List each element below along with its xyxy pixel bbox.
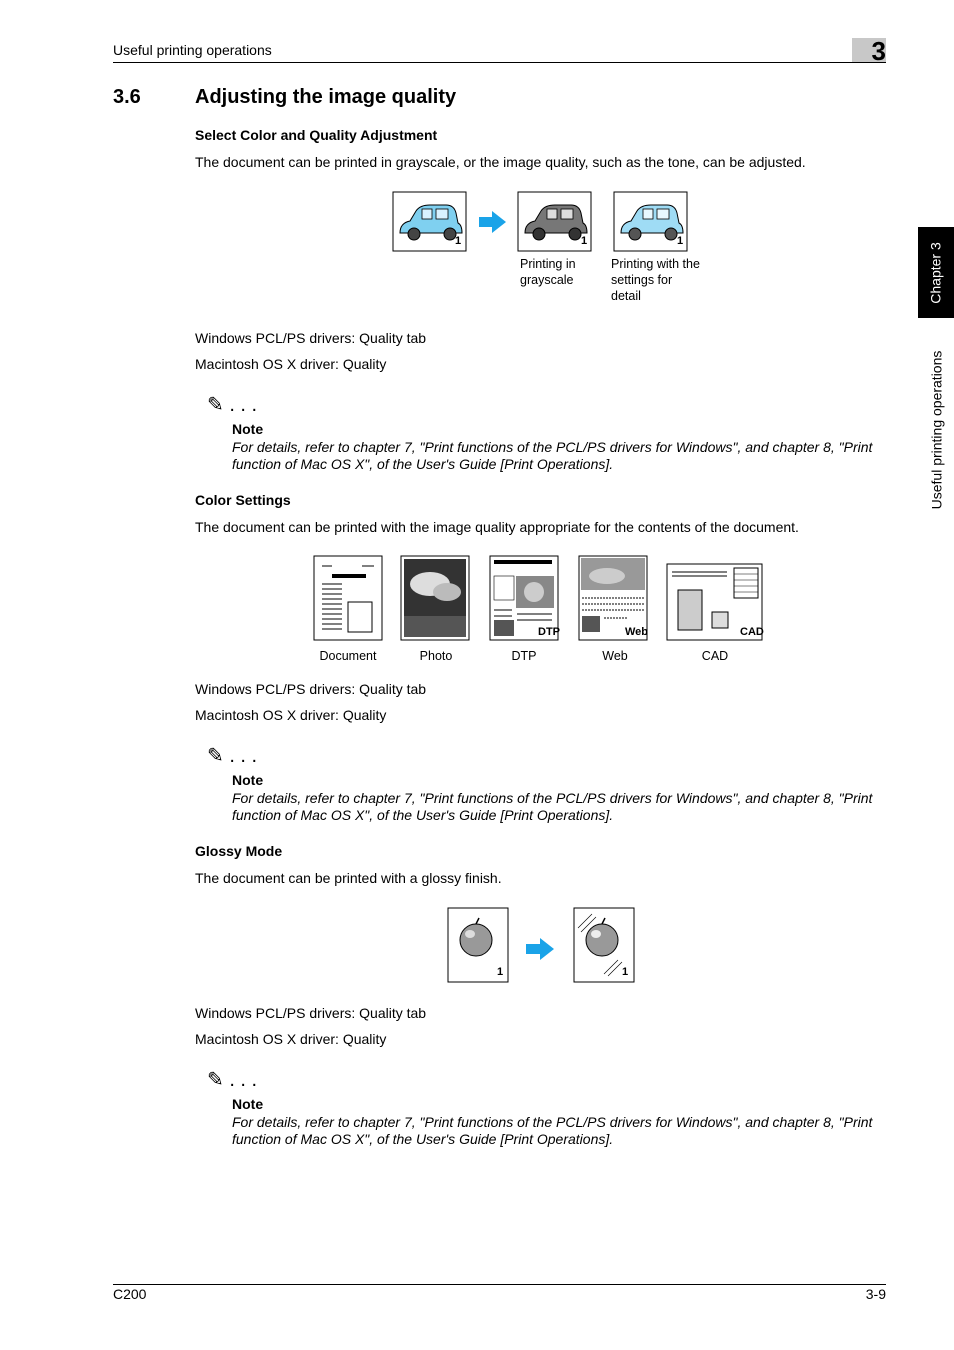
driver-line-mac-2: Macintosh OS X driver: Quality xyxy=(195,707,387,723)
driver-line-windows-3: Windows PCL/PS drivers: Quality tab xyxy=(195,1005,427,1021)
page-mark-5: 1 xyxy=(622,966,629,978)
chapter-number: 3 xyxy=(871,36,886,66)
description-glossy-mode: The document can be printed with a glossy finish. xyxy=(195,870,502,886)
caption-cad: CAD xyxy=(701,649,729,663)
note-pencil-icon: ✎ . . . xyxy=(207,394,258,416)
note-title-3: Note xyxy=(232,1096,264,1112)
page-mark-3: 1 xyxy=(677,235,684,247)
driver-line-mac-3: Macintosh OS X driver: Quality xyxy=(195,1031,387,1047)
caption-web: Web xyxy=(602,649,628,663)
heading-glossy-mode: Glossy Mode xyxy=(195,843,283,859)
note-text-3: For details, refer to chapter 7, "Print functions of the PCL/PS drivers for Windows", and chapter 8, "Print function of Mac OS X", of the User's Guide [Print Operations]. xyxy=(232,1114,873,1147)
section-number: 3.6 xyxy=(113,86,141,108)
cad-image-label: CAD xyxy=(740,626,764,638)
note-text-2: For details, refer to chapter 7, "Print functions of the PCL/PS drivers for Windows", and chapter 8, "Print function of Mac OS X", of the User's Guide [Print Operations]. xyxy=(232,790,873,823)
document-thumbnail xyxy=(314,556,382,640)
caption-document: Document xyxy=(319,649,377,663)
arrow-right-icon xyxy=(479,211,506,233)
page-mark-2: 1 xyxy=(581,235,588,247)
note-pencil-icon: ✎ . . . xyxy=(207,745,258,767)
description-color-settings: The document can be printed with the image quality appropriate for the contents of the document. xyxy=(195,519,799,535)
caption-grayscale: Printing in grayscale xyxy=(520,257,576,287)
driver-line-windows-1: Windows PCL/PS drivers: Quality tab xyxy=(195,330,427,346)
car-figure-group xyxy=(392,191,692,253)
header-rule xyxy=(113,62,886,63)
note-title-2: Note xyxy=(232,772,264,788)
section-side-label: Useful printing operations xyxy=(928,350,945,510)
page-mark-4: 1 xyxy=(497,966,504,978)
web-image-label: Web xyxy=(625,626,649,638)
caption-dtp: DTP xyxy=(511,649,537,663)
caption-photo: Photo xyxy=(419,649,453,663)
heading-select-color: Select Color and Quality Adjustment xyxy=(195,127,438,143)
driver-line-mac-1: Macintosh OS X driver: Quality xyxy=(195,356,387,372)
note-pencil-icon: ✎ . . . xyxy=(207,1069,258,1091)
chapter-side-tab-label: Chapter 3 xyxy=(928,241,945,304)
arrow-right-icon xyxy=(526,938,554,960)
footer-model: C200 xyxy=(113,1286,147,1302)
section-title: Adjusting the image quality xyxy=(195,86,457,108)
running-header: Useful printing operations xyxy=(113,42,272,58)
note-title-1: Note xyxy=(232,421,264,437)
footer-rule xyxy=(113,1284,886,1285)
caption-detail: Printing with the settings for detail xyxy=(611,257,700,303)
glossy-figure-group xyxy=(446,906,638,986)
description-select-color: The document can be printed in grayscale, or the image quality, such as the tone, can be adjusted. xyxy=(195,154,806,170)
page-mark-1: 1 xyxy=(455,235,462,247)
footer-page-number: 3-9 xyxy=(865,1286,886,1302)
note-text-1: For details, refer to chapter 7, "Print functions of the PCL/PS drivers for Windows", and chapter 8, "Print function of Mac OS X", of the User's Guide [Print Operations]. xyxy=(232,439,873,472)
heading-color-settings: Color Settings xyxy=(195,492,291,508)
driver-line-windows-2: Windows PCL/PS drivers: Quality tab xyxy=(195,681,427,697)
dtp-image-label: DTP xyxy=(538,626,560,638)
photo-thumbnail xyxy=(401,556,469,640)
